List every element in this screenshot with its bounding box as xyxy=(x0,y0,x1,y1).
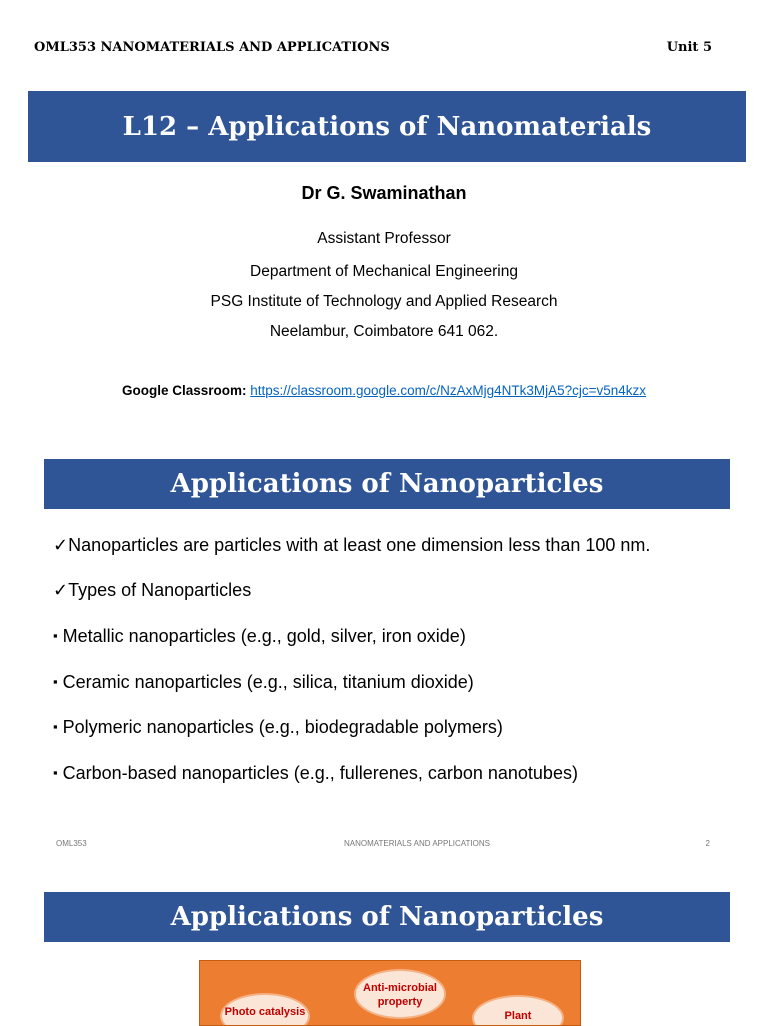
checkmark-icon: ✓ xyxy=(53,580,69,600)
classroom-link[interactable]: https://classroom.google.com/c/NzAxMjg4NTk3MjA5?cjc=v5n4kzx xyxy=(250,383,647,398)
author-address: Neelambur, Coimbatore 641 062. xyxy=(269,323,499,340)
course-header: OML353 NANOMATERIALS AND APPLICATIONS xyxy=(34,40,390,55)
bullet-item-text: Metallic nanoparticles (e.g., gold, silver, iron oxide) xyxy=(62,626,466,646)
bullet-item xyxy=(53,626,466,647)
footer-course-code: OML353 xyxy=(56,839,87,848)
unit-label: Unit 5 xyxy=(666,40,712,55)
classroom-label: Google Classroom: xyxy=(121,383,247,398)
diagram-node-right: Plant xyxy=(472,995,564,1026)
bullet-item xyxy=(53,672,474,693)
footer-course-title: NANOMATERIALS AND APPLICATIONS xyxy=(344,839,490,848)
slide2-heading-band xyxy=(44,459,730,509)
title-band xyxy=(28,91,746,162)
author-institute: PSG Institute of Technology and Applied Research xyxy=(210,293,558,310)
bullet-item xyxy=(53,763,578,784)
check-item-text: Nanoparticles are particles with at least one dimension less than 100 nm. xyxy=(68,535,651,555)
bullet-item-text: Carbon-based nanoparticles (e.g., fullerenes, carbon nanotubes) xyxy=(62,763,578,783)
page-title: L12 – Applications of Nanomaterials xyxy=(122,111,652,142)
square-bullet-icon: ▪ xyxy=(53,765,58,780)
square-bullet-icon: ▪ xyxy=(53,628,58,643)
classroom-line xyxy=(0,383,768,398)
diagram-node-center: Anti-microbial property xyxy=(354,969,446,1019)
square-bullet-icon: ▪ xyxy=(53,674,58,689)
bullet-item-text: Ceramic nanoparticles (e.g., silica, titanium dioxide) xyxy=(62,672,474,692)
author-name: Dr G. Swaminathan xyxy=(301,183,467,203)
check-item-text: Types of Nanoparticles xyxy=(68,580,252,600)
check-item xyxy=(53,580,251,601)
bullet-item xyxy=(53,717,503,738)
check-item xyxy=(53,535,650,556)
footer-page-number: 2 xyxy=(705,839,710,848)
author-department: Department of Mechanical Engineering xyxy=(250,263,518,280)
slide3-heading-band xyxy=(44,892,730,942)
slide2-heading: Applications of Nanoparticles xyxy=(170,469,604,499)
checkmark-icon: ✓ xyxy=(53,535,69,555)
applications-diagram xyxy=(199,960,581,1026)
diagram-node-left: Photo catalysis xyxy=(220,993,310,1026)
slide3-heading: Applications of Nanoparticles xyxy=(170,902,604,932)
square-bullet-icon: ▪ xyxy=(53,719,58,734)
bullet-item-text: Polymeric nanoparticles (e.g., biodegradable polymers) xyxy=(62,717,503,737)
author-designation: Assistant Professor xyxy=(317,230,451,247)
